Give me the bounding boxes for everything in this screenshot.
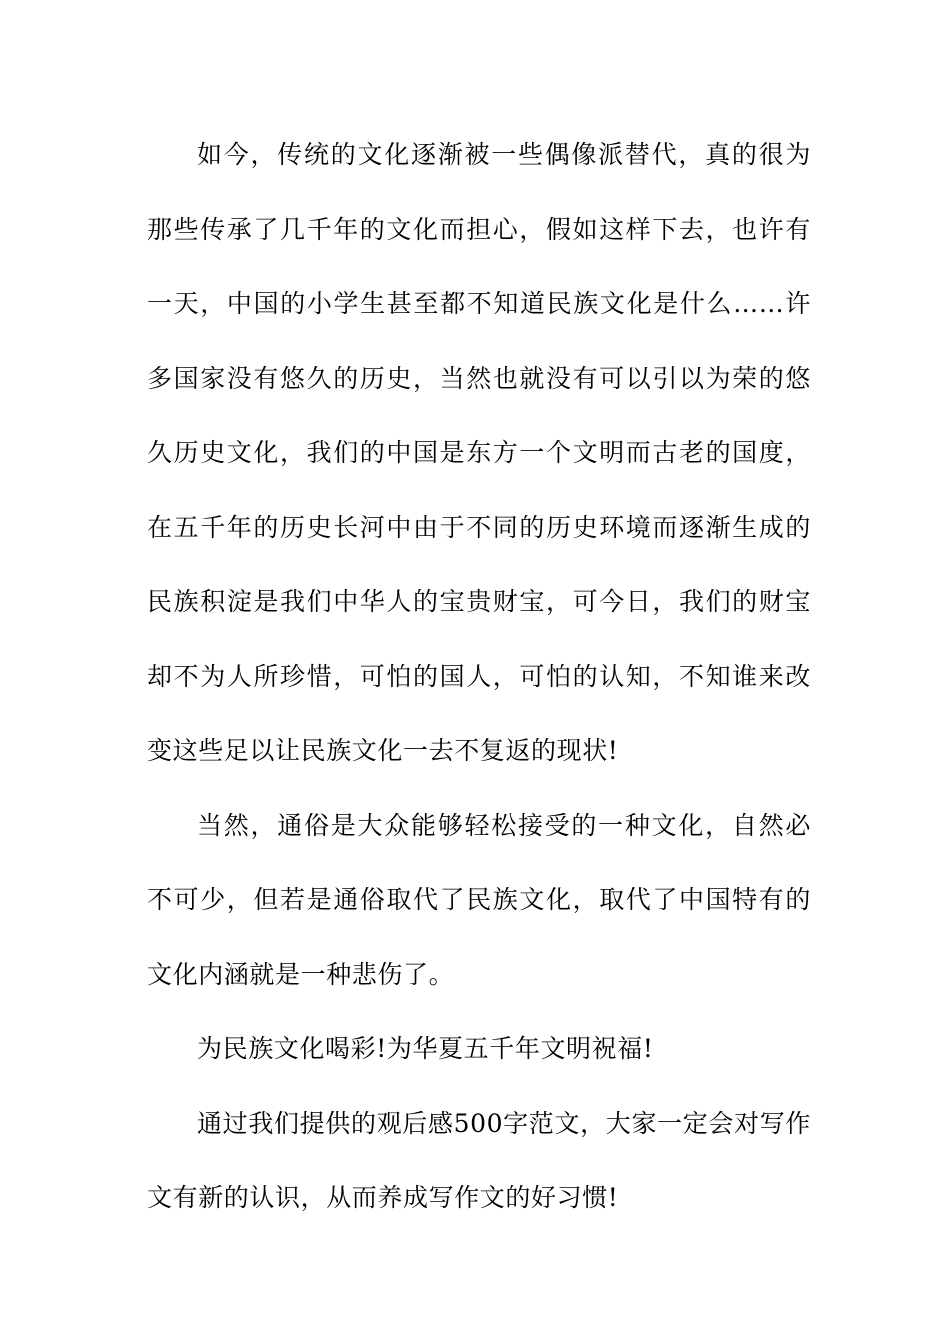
paragraph-cheer: 为民族文化喝彩!为华夏五千年文明祝福! xyxy=(197,1034,654,1063)
paragraph-closing: 通过我们提供的观后感500字范文，大家一定会对写作文有新的认识，从而养成写作文的好习惯! xyxy=(147,1108,811,1212)
paragraph-culture-concern: 如今，传统的文化逐渐被一些偶像派替代，真的很为那些传承了几千年的文化而担心，假如这样下去，也许有一天，中国的小学生甚至都不知道民族文化是什么……许多国家没有悠久的历史，当然也就没有可以引以为荣的悠久历史文化，我们的中国是东方一个文明而古老的国度，在五千年的历史长河中由于不同的历史环境而逐渐生成的民族积淀是我们中华人的宝贵财宝，可今日，我们的财宝却不为人所珍惜，可怕的国人，可怕的认知，不知谁来改变这些足以让民族文化一去不复返的现状! xyxy=(147,140,811,765)
document-body xyxy=(147,118,811,1236)
paragraph-popular-culture: 当然，通俗是大众能够轻松接受的一种文化，自然必不可少，但若是通俗取代了民族文化，取代了中国特有的文化内涵就是一种悲伤了。 xyxy=(147,810,811,989)
